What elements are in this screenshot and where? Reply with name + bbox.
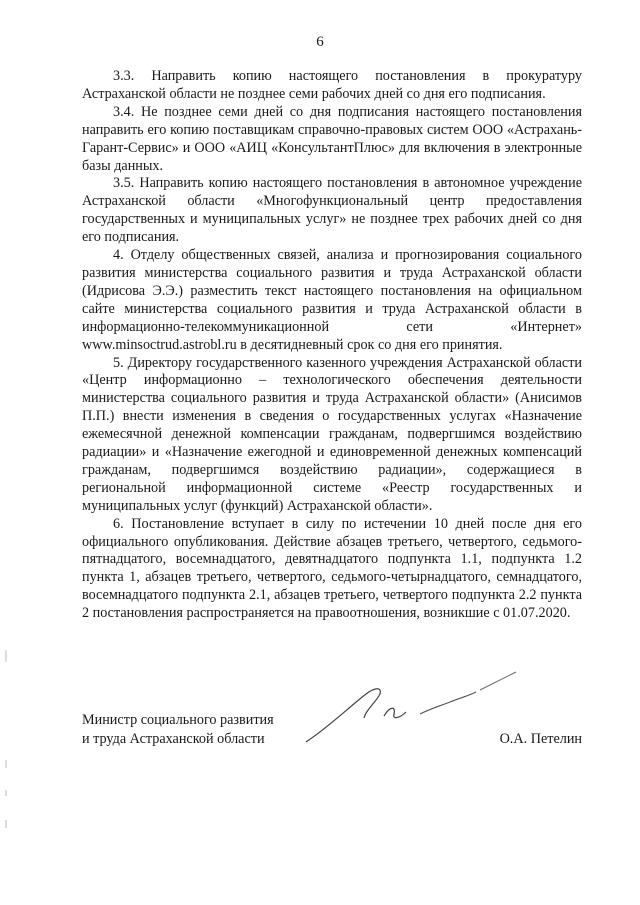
signatory-title xyxy=(82,711,274,749)
paragraph-6: 6. Постановление вступает в силу по истечении 10 дней после дня его официального опубликования. Действие абзацев третьего, четвертого, седьмого-пятнадцатого, восемнадцатого, девятнадцатого подпункта 1.1, подпункта 1.2 пункта 1, абзацев третьего, четвертого, седьмого-четырнадцатого, семнадцатого, восемнадцатого подпункта 2.1, абзацев третьего, четвертого подпункта 2.2 пункта 2 постановления распространяется на правоотношения, возникшие с 01.07.2020. xyxy=(82,515,582,622)
paragraph-3-4: 3.4. Не позднее семи дней со дня подписания настоящего постановления направить его копию поставщикам справочно-правовых систем ООО «Астрахань-Гарант-Сервис» и ООО «АИЦ «КонсультантПлюс» для включения в электронные базы данных. xyxy=(82,103,582,174)
paragraph-5: 5. Директору государственного казенного учреждения Астраханской области «Центр информационно – технологического обеспечения деятельности министерства социального развития и труда Астраханской области» (Анисимов П.П.) внести изменения в сведения о государственных услугах «Назначение ежемесячной денежной компенсации гражданам, подвергшимся воздействию радиации» и «Назначение ежегодной и единовременной денежных компенсаций гражданам, подвергшимся воздействию радиации», содержащиеся в региональной информационной системе «Реестр государственных и муниципальных услуг (функций) Астраханской области». xyxy=(82,354,582,514)
paragraph-3-3: 3.3. Направить копию настоящего постановления в прокуратуру Астраханской области не позднее семи рабочих дней со дня его подписания. xyxy=(82,68,582,102)
signatory-name: О.А. Петелин xyxy=(499,731,582,747)
scan-margin-marks xyxy=(4,650,10,850)
signatory-title-line-1: Министр социального развития xyxy=(82,712,274,728)
document-body xyxy=(82,68,582,623)
signature-block xyxy=(82,711,582,771)
page-number: 6 xyxy=(316,34,324,50)
paragraph-3-5: 3.5. Направить копию настоящего постановления в автономное учреждение Астраханской области «Многофункциональный центр предоставления государственных и муниципальных услуг» не позднее трех рабочих дней со дня его подписания. xyxy=(82,175,582,246)
paragraph-4: 4. Отделу общественных связей, анализа и прогнозирования социального развития министерства социального развития и труда Астраханской области (Идрисова Э.Э.) разместить текст настоящего постановления на официальном сайте министерства социального развития и труда Астраханской области в информационно-телекоммуникационной сети «Интернет» www.minsoctrud.astrobl.ru в десятидневный срок со дня его принятия. xyxy=(82,247,582,353)
signatory-title-line-2: и труда Астраханской области xyxy=(82,731,265,747)
